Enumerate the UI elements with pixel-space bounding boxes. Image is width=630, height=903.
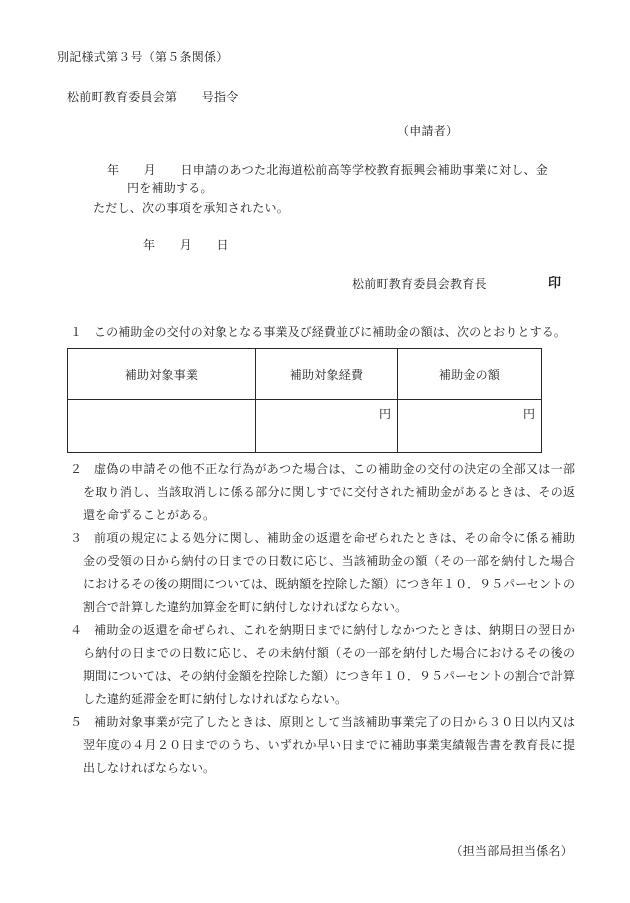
condition-line: 還を命ずることがある。 <box>83 508 216 522</box>
condition-line: 翌年度の４月２０日までのうち、いずれか早い日までに補助事業実績報告書を教育長に提 <box>83 738 575 752</box>
condition-item <box>70 527 576 619</box>
condition-line: 割合で計算した違約加算金を町に納付しなければならない。 <box>83 600 408 614</box>
conditions-list <box>70 458 576 780</box>
condition-number: １ <box>70 325 83 339</box>
condition-line: におけるその後の期間については、既納額を控除した額）につき年１０．９５パーセントの <box>83 577 575 591</box>
grant-statement-note: ただし、次の事項を承知されたい。 <box>93 201 290 215</box>
condition-line: この補助金の交付の対象となる事業及び経費並びに補助金の額は、次のとおりとする。 <box>94 325 566 339</box>
condition-line: 金の受領の日から納付の日までの日数に応じ、当該補助金の額（その一部を納付した場合 <box>83 554 575 568</box>
table-row <box>68 400 542 453</box>
directive-number: 松前町教育委員会第 号指令 <box>67 90 239 104</box>
condition-first-line <box>70 527 576 550</box>
condition-item <box>70 458 576 527</box>
condition-first-line <box>70 711 576 734</box>
condition-line: 補助対象事業が完了したときは、原則として当該補助事業完了の日から３０日以内又は <box>94 715 575 729</box>
condition-first-line <box>70 619 576 642</box>
condition-number: ３ <box>70 531 83 545</box>
header-grant-amount: 補助金の額 <box>398 349 542 400</box>
condition-line: 出しなければならない。 <box>83 761 216 775</box>
grant-statement-line: 年 月 日申請のあつた北海道松前高等学校教育振興会補助事業に対し、金 <box>107 163 549 177</box>
cell-grant-amount: 円 <box>398 400 542 453</box>
condition-line: 補助金の返還を命ぜられ、これを納期日までに納付しなかつたときは、納期日の翌日か <box>94 623 575 637</box>
cell-subsidized-expense: 円 <box>256 400 398 453</box>
condition-line: 期間については、その納付金額を控除した額）につき年１０．９５パーセントの割合で計算 <box>83 669 575 683</box>
condition-line: した違約延滞金を町に納付しなければならない。 <box>83 692 348 706</box>
condition-item <box>70 619 576 711</box>
condition-number: ５ <box>70 715 83 729</box>
cell-subsidized-project <box>68 400 256 453</box>
condition-number: ４ <box>70 623 83 637</box>
header-subsidized-project: 補助対象事業 <box>68 349 256 400</box>
condition-line: ら納付の日までの日数に応じ、その未納付額（その一部を納付した場合におけるその後の <box>83 646 575 660</box>
header-subsidized-expense: 補助対象経費 <box>256 349 398 400</box>
issuer-title: 松前町教育委員会教育長 <box>352 277 487 291</box>
condition-item <box>70 711 576 780</box>
form-number: 別記様式第３号（第５条関係） <box>57 50 229 64</box>
condition-first-line <box>70 458 576 481</box>
issue-date: 年 月 日 <box>143 238 229 252</box>
condition-line: 前項の規定による処分に関し、補助金の返還を命ぜられたときは、その命令に係る補助 <box>94 531 575 545</box>
table-header-row <box>68 349 542 400</box>
applicant-label: （申請者） <box>397 124 459 138</box>
grant-statement-line: 円を補助する。 <box>127 181 213 195</box>
contact-label: （担当部局担当係名） <box>450 844 573 858</box>
grant-table <box>67 348 542 453</box>
seal-mark: 印 <box>548 276 562 291</box>
condition-line: 虚偽の申請その他不正な行為があつた場合は、この補助金の交付の決定の全部又は一部 <box>94 462 575 476</box>
condition-number: ２ <box>70 462 83 476</box>
condition-line: を取り消し、当該取消しに係る部分に関しすでに交付された補助金があるときは、その返 <box>83 485 575 499</box>
